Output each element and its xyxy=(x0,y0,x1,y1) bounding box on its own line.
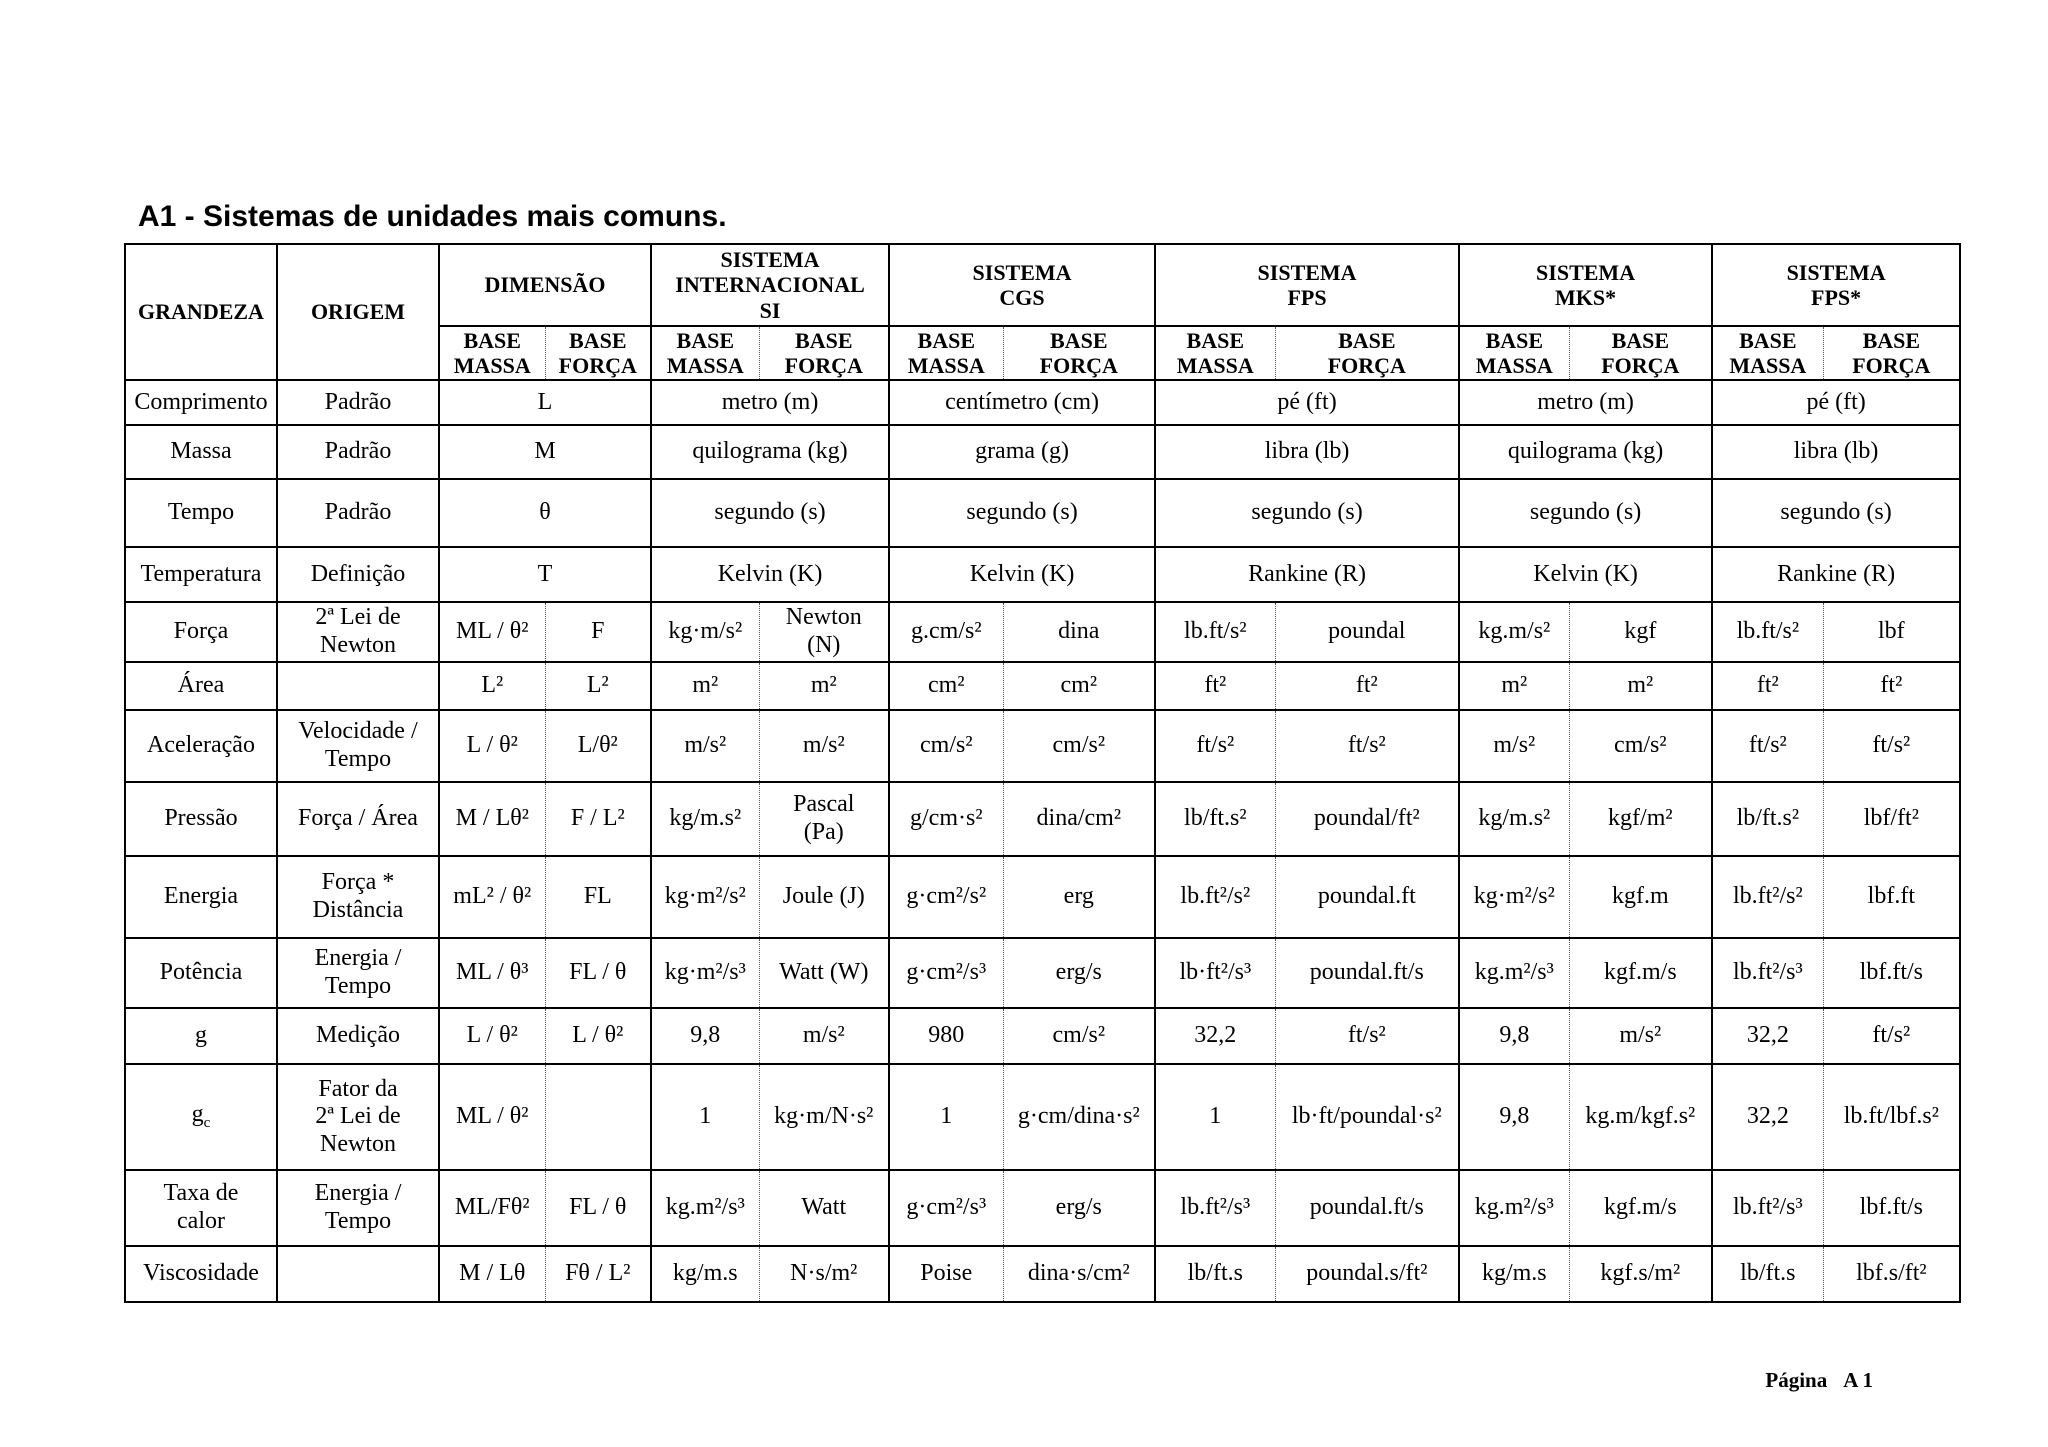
cell-dimension: L² xyxy=(545,662,651,710)
cell-unit: dina/cm² xyxy=(1003,782,1155,856)
cell-unit: g·cm²/s³ xyxy=(889,1170,1003,1246)
cell-unit: lb.ft/s² xyxy=(1712,602,1823,662)
cell-unit: ft/s² xyxy=(1712,710,1823,782)
table-row xyxy=(125,938,1960,1008)
cell-unit: lbf.ft/s xyxy=(1823,938,1960,1008)
cell-unit: ft² xyxy=(1712,662,1823,710)
units-table xyxy=(124,243,1961,1303)
cell-unit: kg·m²/s² xyxy=(1459,856,1569,938)
cell-unit: ft² xyxy=(1275,662,1459,710)
cell-grandeza: Massa xyxy=(125,425,277,479)
cell-unit: segundo (s) xyxy=(1155,479,1459,547)
cell-unit: grama (g) xyxy=(889,425,1155,479)
cell-unit: Joule (J) xyxy=(759,856,889,938)
table-row xyxy=(125,782,1960,856)
table-row xyxy=(125,1008,1960,1064)
cell-unit: ft² xyxy=(1155,662,1275,710)
cell-unit: M xyxy=(439,425,651,479)
cell-dimension: Fθ / L² xyxy=(545,1246,651,1302)
cell-unit: m² xyxy=(1459,662,1569,710)
cell-grandeza: Viscosidade xyxy=(125,1246,277,1302)
cell-unit: Kelvin (K) xyxy=(651,547,889,602)
cell-unit: kg.m²/s³ xyxy=(651,1170,759,1246)
cell-grandeza: Potência xyxy=(125,938,277,1008)
cell-grandeza: Energia xyxy=(125,856,277,938)
cell-unit: ft/s² xyxy=(1155,710,1275,782)
table-row xyxy=(125,479,1960,547)
cell-unit: g·cm²/s² xyxy=(889,856,1003,938)
cell-unit: Watt xyxy=(759,1170,889,1246)
cell-unit: L xyxy=(439,380,651,425)
cell-grandeza: Área xyxy=(125,662,277,710)
cell-unit: lb.ft/s² xyxy=(1155,602,1275,662)
cell-unit: kgf.m/s xyxy=(1569,938,1712,1008)
cell-unit: kg·m²/s³ xyxy=(651,938,759,1008)
cell-unit: kg·m²/s² xyxy=(651,856,759,938)
cell-unit: 32,2 xyxy=(1155,1008,1275,1064)
cell-dimension: L / θ² xyxy=(545,1008,651,1064)
cell-grandeza: g xyxy=(125,1008,277,1064)
cell-unit: erg/s xyxy=(1003,1170,1155,1246)
cell-unit: Kelvin (K) xyxy=(1459,547,1712,602)
cell-dimension: FL / θ xyxy=(545,938,651,1008)
cell-unit: kgf.m xyxy=(1569,856,1712,938)
cell-unit: lb·ft²/s³ xyxy=(1155,938,1275,1008)
cell-origem: Força / Área xyxy=(277,782,439,856)
cell-unit: lbf.s/ft² xyxy=(1823,1246,1960,1302)
cell-unit: lb·ft/poundal·s² xyxy=(1275,1064,1459,1170)
cell-origem: 2ª Lei de Newton xyxy=(277,602,439,662)
table-row xyxy=(125,602,1960,662)
cell-unit: segundo (s) xyxy=(889,479,1155,547)
cell-unit: segundo (s) xyxy=(1459,479,1712,547)
cell-origem: Velocidade / Tempo xyxy=(277,710,439,782)
cell-dimension: ML / θ² xyxy=(439,602,545,662)
cell-unit: lb.ft²/s² xyxy=(1712,856,1823,938)
cell-grandeza: Aceleração xyxy=(125,710,277,782)
cell-unit: ft/s² xyxy=(1823,710,1960,782)
cell-unit: lb.ft²/s³ xyxy=(1712,938,1823,1008)
cell-unit: 1 xyxy=(889,1064,1003,1170)
cell-unit: ft/s² xyxy=(1275,1008,1459,1064)
cell-unit: kg.m/s² xyxy=(1459,602,1569,662)
cell-dimension xyxy=(545,1064,651,1170)
cell-unit: kg/m.s² xyxy=(1459,782,1569,856)
cell-dimension: mL² / θ² xyxy=(439,856,545,938)
cell-dimension: L / θ² xyxy=(439,1008,545,1064)
cell-origem: Energia / Tempo xyxy=(277,1170,439,1246)
cell-origem: Força * Distância xyxy=(277,856,439,938)
cell-unit: N·s/m² xyxy=(759,1246,889,1302)
header-system-si: SISTEMA INTERNACIONAL SI xyxy=(651,244,889,326)
cell-unit: kg.m/kgf.s² xyxy=(1569,1064,1712,1170)
cell-unit: cm/s² xyxy=(1003,710,1155,782)
cell-unit: m/s² xyxy=(759,710,889,782)
cell-unit: ft/s² xyxy=(1823,1008,1960,1064)
cell-dimension: L / θ² xyxy=(439,710,545,782)
cell-unit: lb/ft.s² xyxy=(1712,782,1823,856)
cell-unit: kg.m²/s³ xyxy=(1459,938,1569,1008)
cell-dimension: FL / θ xyxy=(545,1170,651,1246)
cell-unit: lb/ft.s² xyxy=(1155,782,1275,856)
cell-dimension: L² xyxy=(439,662,545,710)
cell-unit: kg·m/s² xyxy=(651,602,759,662)
header-base-massa: BASE MASSA xyxy=(439,326,545,380)
cell-unit: erg xyxy=(1003,856,1155,938)
table-row xyxy=(125,425,1960,479)
cell-unit: kg/m.s² xyxy=(651,782,759,856)
page-number: A 1 xyxy=(1843,1368,1873,1392)
cell-grandeza: Pressão xyxy=(125,782,277,856)
table-row xyxy=(125,380,1960,425)
cell-unit: lb.ft²/s³ xyxy=(1712,1170,1823,1246)
cell-dimension: F xyxy=(545,602,651,662)
cell-unit: lb.ft²/s² xyxy=(1155,856,1275,938)
cell-dimension: M / Lθ xyxy=(439,1246,545,1302)
header-base-massa: BASE MASSA xyxy=(1712,326,1823,380)
cell-unit: lb/ft.s xyxy=(1712,1246,1823,1302)
cell-unit: Rankine (R) xyxy=(1155,547,1459,602)
header-base-forca: BASE FORÇA xyxy=(1823,326,1960,380)
cell-unit: ft² xyxy=(1823,662,1960,710)
cell-unit: metro (m) xyxy=(651,380,889,425)
cell-unit: kgf.m/s xyxy=(1569,1170,1712,1246)
cell-unit: libra (lb) xyxy=(1155,425,1459,479)
header-grandeza: GRANDEZA xyxy=(125,244,277,380)
cell-unit: poundal.s/ft² xyxy=(1275,1246,1459,1302)
cell-grandeza: Temperatura xyxy=(125,547,277,602)
page-footer xyxy=(1749,1368,1873,1393)
cell-dimension: ML / θ³ xyxy=(439,938,545,1008)
cell-unit: g·cm²/s³ xyxy=(889,938,1003,1008)
cell-origem: Padrão xyxy=(277,380,439,425)
header-base-massa: BASE MASSA xyxy=(651,326,759,380)
cell-dimension: L/θ² xyxy=(545,710,651,782)
header-base-forca: BASE FORÇA xyxy=(545,326,651,380)
header-base-forca: BASE FORÇA xyxy=(1003,326,1155,380)
cell-dimension: ML/Fθ² xyxy=(439,1170,545,1246)
cell-unit: θ xyxy=(439,479,651,547)
cell-unit: kg·m/N·s² xyxy=(759,1064,889,1170)
cell-dimension: ML / θ² xyxy=(439,1064,545,1170)
cell-dimension: FL xyxy=(545,856,651,938)
header-base-massa: BASE MASSA xyxy=(1459,326,1569,380)
cell-origem xyxy=(277,1246,439,1302)
table-row xyxy=(125,547,1960,602)
cell-unit: m² xyxy=(1569,662,1712,710)
cell-unit: poundal/ft² xyxy=(1275,782,1459,856)
cell-dimension: M / Lθ² xyxy=(439,782,545,856)
cell-unit: metro (m) xyxy=(1459,380,1712,425)
cell-unit: kg/m.s xyxy=(651,1246,759,1302)
cell-unit: kgf/m² xyxy=(1569,782,1712,856)
cell-unit: 9,8 xyxy=(1459,1008,1569,1064)
page-label: Página xyxy=(1765,1368,1828,1392)
cell-grandeza: Comprimento xyxy=(125,380,277,425)
cell-unit: dina xyxy=(1003,602,1155,662)
cell-unit: poundal.ft/s xyxy=(1275,1170,1459,1246)
cell-unit: poundal.ft/s xyxy=(1275,938,1459,1008)
cell-unit: lbf.ft/s xyxy=(1823,1170,1960,1246)
cell-unit: centímetro (cm) xyxy=(889,380,1155,425)
header-system-fps: SISTEMA FPS xyxy=(1155,244,1459,326)
cell-unit: kgf.s/m² xyxy=(1569,1246,1712,1302)
cell-unit: g.cm/s² xyxy=(889,602,1003,662)
cell-unit: lb.ft/lbf.s² xyxy=(1823,1064,1960,1170)
cell-unit: segundo (s) xyxy=(651,479,889,547)
cell-unit: cm² xyxy=(889,662,1003,710)
cell-unit: Rankine (R) xyxy=(1712,547,1960,602)
cell-unit: libra (lb) xyxy=(1712,425,1960,479)
cell-origem: Padrão xyxy=(277,425,439,479)
cell-origem: Energia / Tempo xyxy=(277,938,439,1008)
cell-unit: 1 xyxy=(1155,1064,1275,1170)
header-origem: ORIGEM xyxy=(277,244,439,380)
cell-unit: cm/s² xyxy=(1569,710,1712,782)
cell-unit: kgf xyxy=(1569,602,1712,662)
cell-unit: 9,8 xyxy=(1459,1064,1569,1170)
cell-unit: erg/s xyxy=(1003,938,1155,1008)
cell-unit: pé (ft) xyxy=(1155,380,1459,425)
cell-unit: 1 xyxy=(651,1064,759,1170)
header-base-massa: BASE MASSA xyxy=(889,326,1003,380)
cell-unit: poundal xyxy=(1275,602,1459,662)
cell-unit: Kelvin (K) xyxy=(889,547,1155,602)
table-row xyxy=(125,710,1960,782)
cell-grandeza: Força xyxy=(125,602,277,662)
cell-unit: lbf xyxy=(1823,602,1960,662)
cell-unit: m² xyxy=(651,662,759,710)
cell-unit: Poise xyxy=(889,1246,1003,1302)
page-title: A1 - Sistemas de unidades mais comuns. xyxy=(138,200,727,233)
cell-unit: m/s² xyxy=(1569,1008,1712,1064)
cell-unit: lb.ft²/s³ xyxy=(1155,1170,1275,1246)
cell-unit: Watt (W) xyxy=(759,938,889,1008)
cell-grandeza: Tempo xyxy=(125,479,277,547)
cell-unit: poundal.ft xyxy=(1275,856,1459,938)
cell-unit: g·cm/dina·s² xyxy=(1003,1064,1155,1170)
cell-unit: 32,2 xyxy=(1712,1064,1823,1170)
header-system-fps-star: SISTEMA FPS* xyxy=(1712,244,1960,326)
header-dimensao: DIMENSÃO xyxy=(439,244,651,326)
cell-unit: dina·s/cm² xyxy=(1003,1246,1155,1302)
cell-unit: T xyxy=(439,547,651,602)
cell-origem: Padrão xyxy=(277,479,439,547)
table-row xyxy=(125,662,1960,710)
cell-unit: g/cm·s² xyxy=(889,782,1003,856)
cell-dimension: F / L² xyxy=(545,782,651,856)
header-base-massa: BASE MASSA xyxy=(1155,326,1275,380)
cell-unit: 32,2 xyxy=(1712,1008,1823,1064)
cell-unit: Newton (N) xyxy=(759,602,889,662)
cell-grandeza: $g_c$ xyxy=(125,1064,277,1170)
cell-grandeza: Taxa de calor xyxy=(125,1170,277,1246)
cell-unit: kg.m²/s³ xyxy=(1459,1170,1569,1246)
header-system-cgs: SISTEMA CGS xyxy=(889,244,1155,326)
cell-unit: kg/m.s xyxy=(1459,1246,1569,1302)
cell-unit: 980 xyxy=(889,1008,1003,1064)
cell-unit: quilograma (kg) xyxy=(1459,425,1712,479)
header-base-forca: BASE FORÇA xyxy=(1569,326,1712,380)
header-base-forca: BASE FORÇA xyxy=(1275,326,1459,380)
cell-unit: lbf.ft xyxy=(1823,856,1960,938)
cell-unit: Pascal (Pa) xyxy=(759,782,889,856)
header-base-forca: BASE FORÇA xyxy=(759,326,889,380)
cell-origem xyxy=(277,662,439,710)
table-row xyxy=(125,856,1960,938)
cell-unit: ft/s² xyxy=(1275,710,1459,782)
table-row xyxy=(125,1246,1960,1302)
cell-unit: 9,8 xyxy=(651,1008,759,1064)
table-row xyxy=(125,1170,1960,1246)
cell-unit: lbf/ft² xyxy=(1823,782,1960,856)
cell-unit: cm/s² xyxy=(1003,1008,1155,1064)
table-row xyxy=(125,1064,1960,1170)
cell-unit: m² xyxy=(759,662,889,710)
cell-unit: pé (ft) xyxy=(1712,380,1960,425)
cell-unit: segundo (s) xyxy=(1712,479,1960,547)
cell-unit: m/s² xyxy=(759,1008,889,1064)
cell-unit: cm² xyxy=(1003,662,1155,710)
cell-unit: cm/s² xyxy=(889,710,1003,782)
cell-unit: m/s² xyxy=(651,710,759,782)
cell-unit: lb/ft.s xyxy=(1155,1246,1275,1302)
cell-origem: Fator da 2ª Lei de Newton xyxy=(277,1064,439,1170)
cell-unit: quilograma (kg) xyxy=(651,425,889,479)
cell-unit: m/s² xyxy=(1459,710,1569,782)
cell-origem: Medição xyxy=(277,1008,439,1064)
header-system-mks: SISTEMA MKS* xyxy=(1459,244,1712,326)
cell-origem: Definição xyxy=(277,547,439,602)
